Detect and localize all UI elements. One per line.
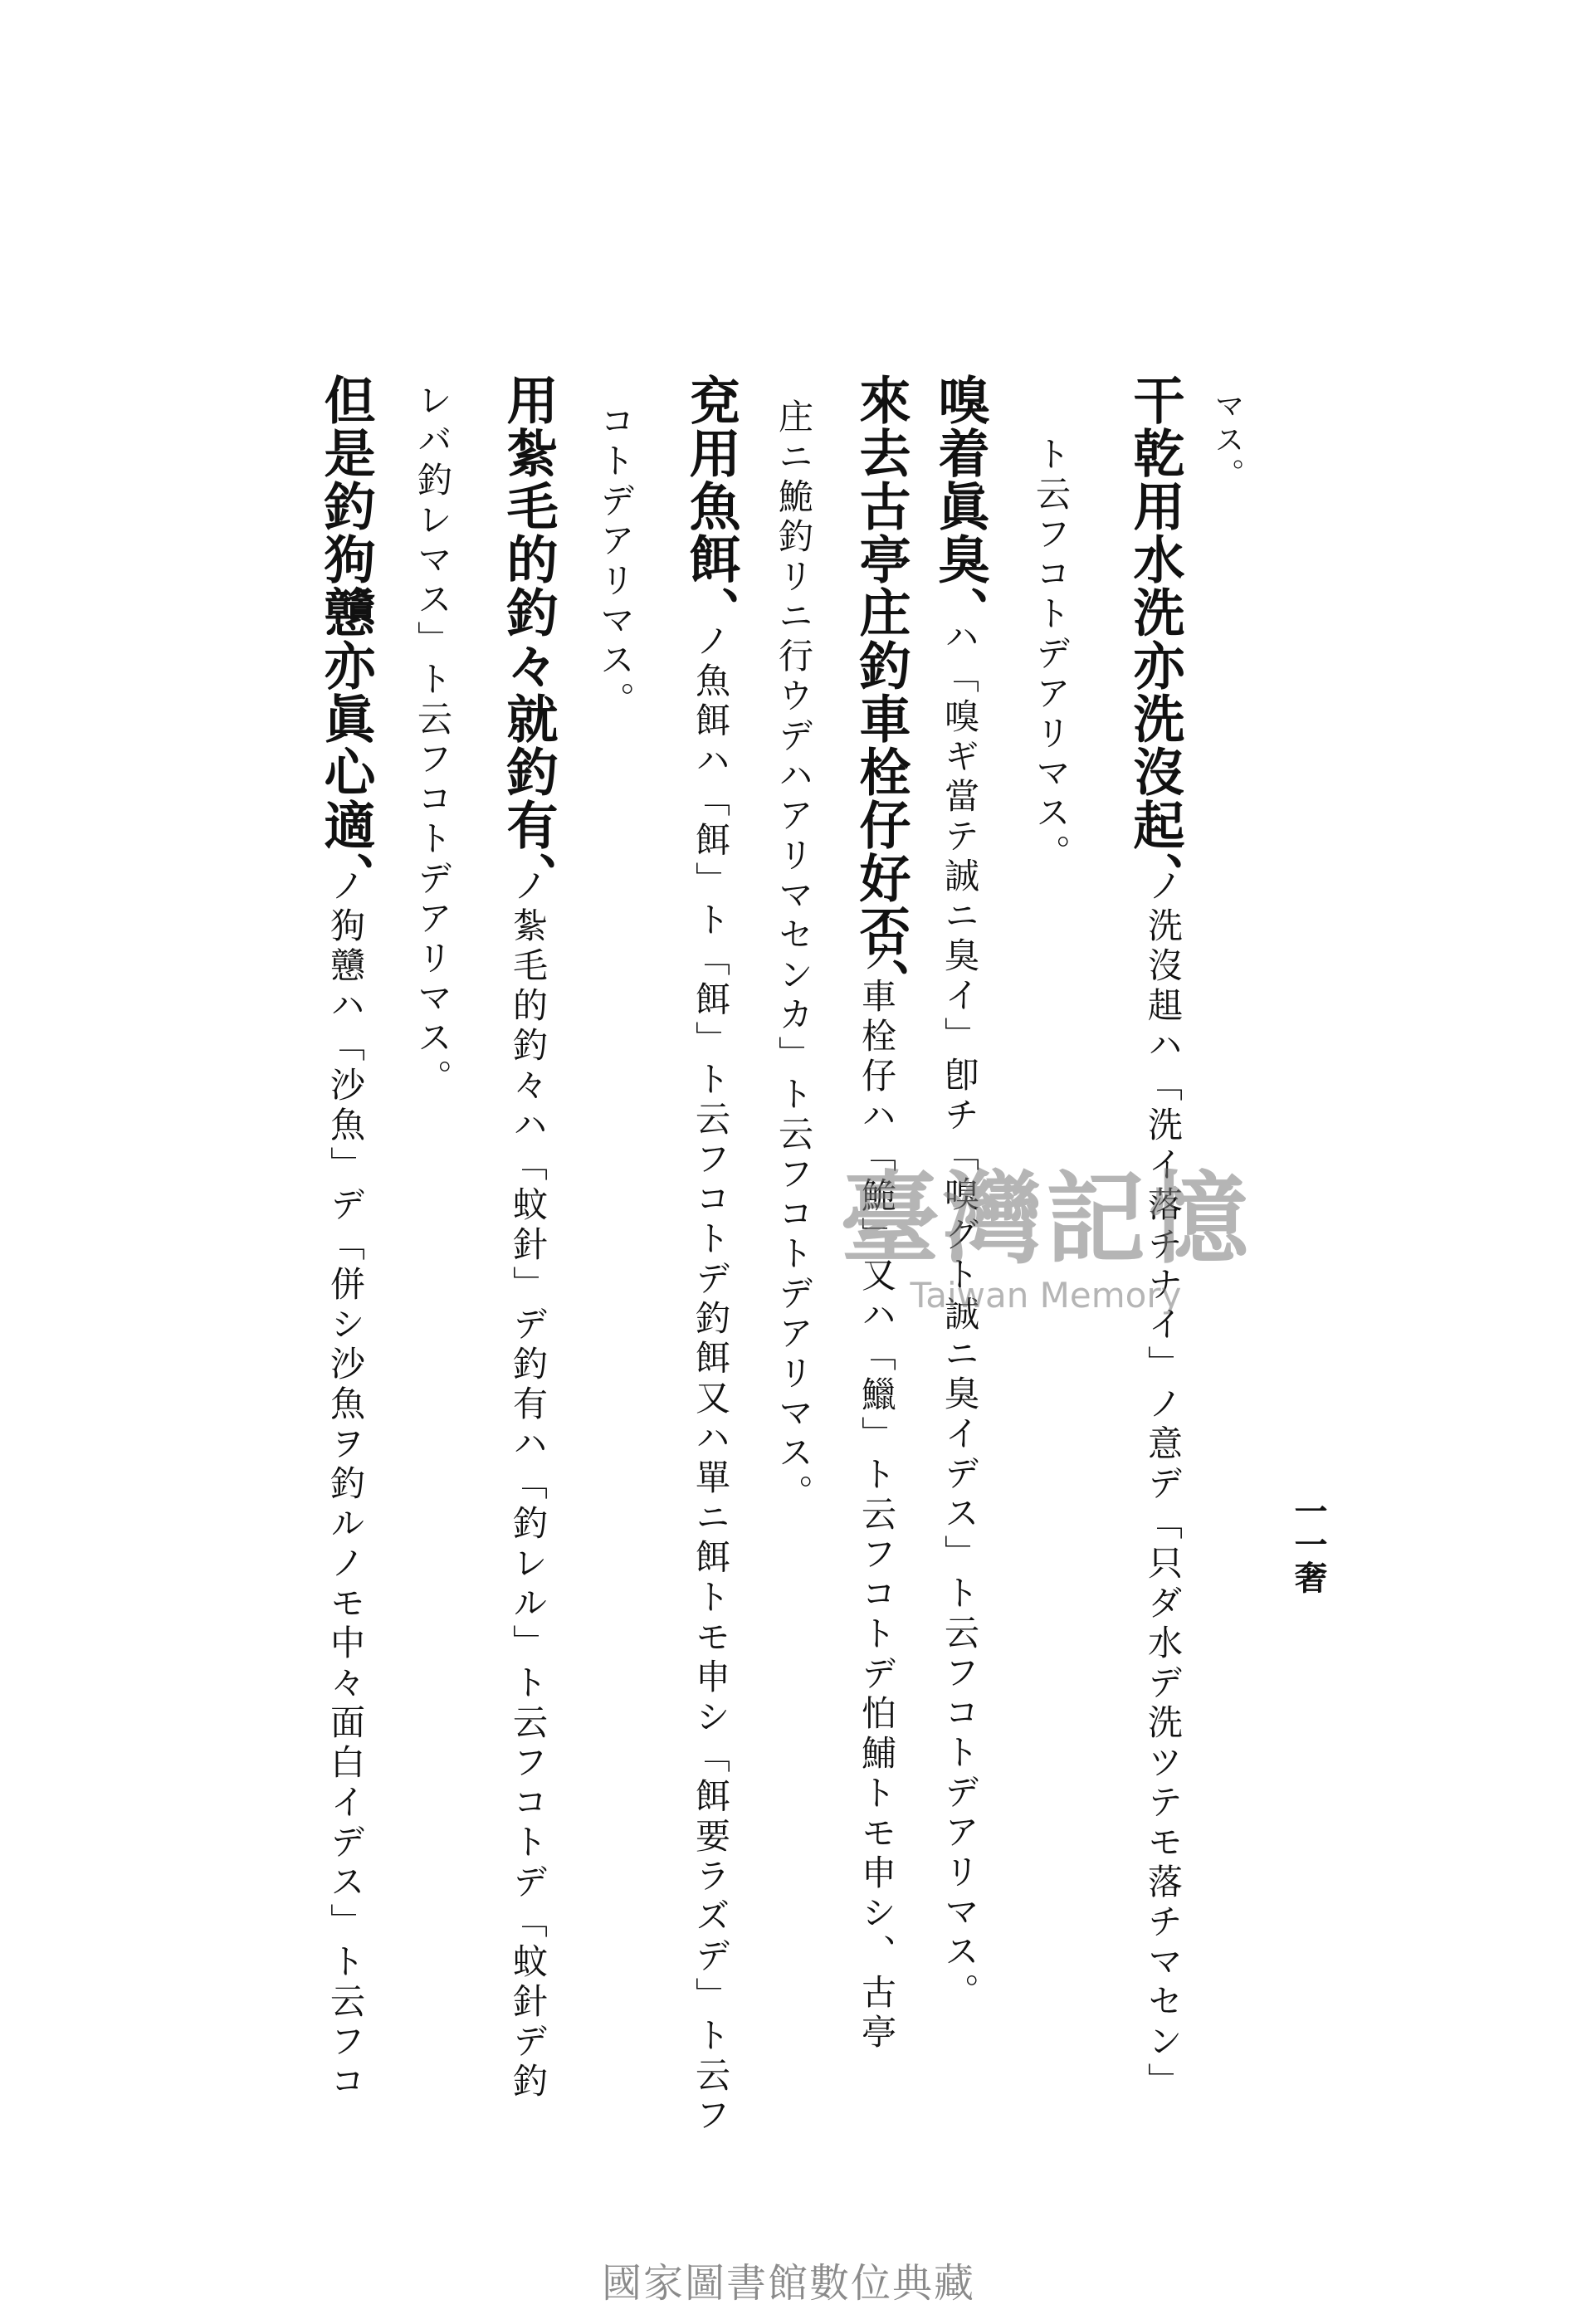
text-column-main: 干乾用水洗亦洗沒起、 bbox=[1125, 374, 1185, 905]
page-number: 一一奢 bbox=[1289, 1494, 1328, 1594]
text-column-gloss: ハ「嗅ギ當テ誠ニ臭イ」卽チ「嗅グト誠ニ臭イデス」ト云フコトデアリマス。 bbox=[940, 618, 980, 2013]
text-column-gloss: マス。 bbox=[1210, 390, 1244, 492]
text-column-main: 用紮毛的釣々就釣有、 bbox=[498, 374, 559, 905]
text-column-gloss: ノ洗沒趄ハ「洗イ落チナイ」ノ意デ「只ダ水デ洗ツテモ落チマセン」 bbox=[1143, 867, 1184, 2102]
text-column-gloss: ノ魚餌ハ「餌」ト「餌」ト云フコトデ釣餌又ハ單ニ餌トモ申シ「餌要ラズデ」ト云フ bbox=[691, 622, 731, 2136]
watermark bbox=[797, 1162, 1295, 1316]
watermark-chinese: 臺灣記憶 bbox=[840, 1162, 1252, 1277]
library-footer: 國家圖書館數位典藏 bbox=[601, 2260, 975, 2307]
text-column-gloss: コトデアリマス。 bbox=[595, 403, 636, 721]
text-column-main: 嗅着眞臭、 bbox=[930, 374, 990, 639]
text-column-main: 兗用魚餌、 bbox=[681, 374, 741, 639]
text-column-gloss: レバ釣レマス」ト云フコトデアリマス。 bbox=[413, 382, 453, 1099]
text-column-gloss: ノ車栓仔ハ「鮠」又ハ「鱲」ト云フコトデ怕鯆トモ申シ、古亭 bbox=[857, 938, 897, 2053]
text-column-gloss: 庄ニ鮠釣リニ行ウデハアリマセンカ」ト云フコトデアリマス。 bbox=[774, 398, 814, 1514]
text-column-main: 來去古亭庄釣車栓仔好否、 bbox=[851, 374, 911, 1011]
text-column-gloss: ト云フコトデアリマス。 bbox=[1031, 436, 1072, 874]
text-column-gloss: ノ狗戇ハ「沙魚」デ「併シ沙魚ヲ釣ルノモ中々面白イデス」ト云フコ bbox=[325, 867, 366, 2102]
watermark-english: Taiwan Memory bbox=[910, 1275, 1182, 1316]
text-column-main: 但是釣狗戇亦眞心適、 bbox=[315, 374, 376, 905]
text-column-gloss: ノ紮毛的釣々ハ「蚊針」デ釣有ハ「釣レル」ト云フコトデ「蚊針デ釣 bbox=[508, 867, 549, 2102]
